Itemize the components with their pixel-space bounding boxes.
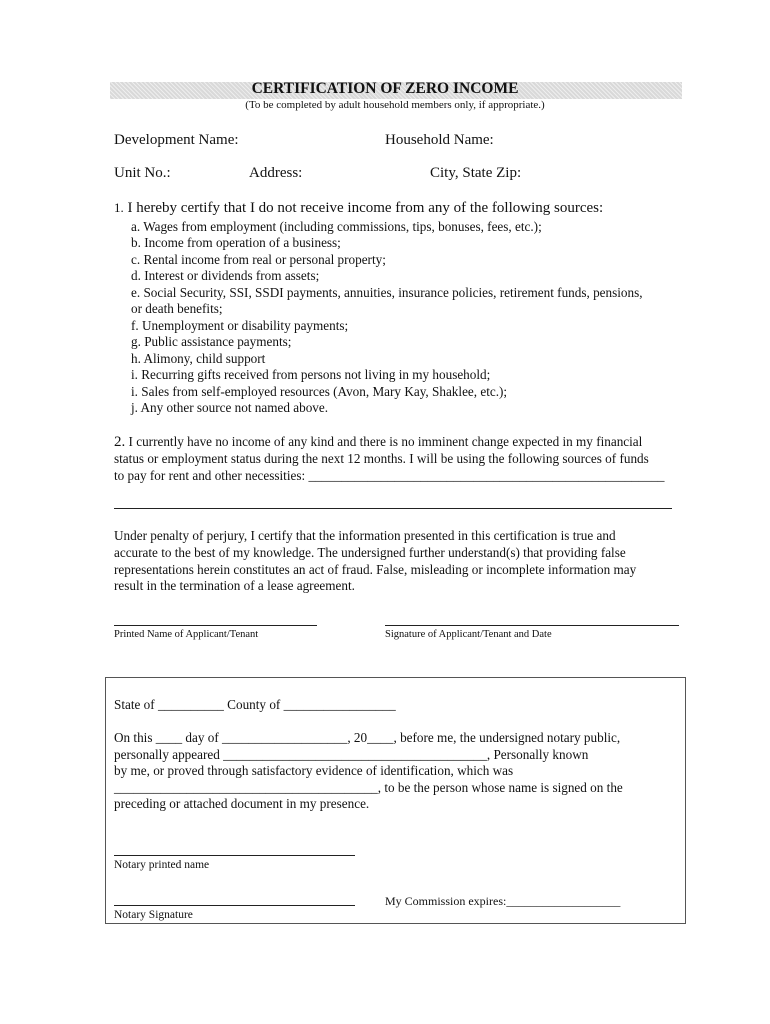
signature-date-line[interactable] bbox=[385, 625, 679, 626]
notary-state-county: State of __________ County of _________________ bbox=[114, 697, 396, 712]
signature-date-caption: Signature of Applicant/Tenant and Date bbox=[385, 629, 552, 640]
printed-name-line[interactable] bbox=[114, 625, 317, 626]
notary-line-4: ________________________________________, to be the person whose name is signed on the bbox=[114, 780, 623, 795]
list-item: i. Sales from self-employed resources (Avon, Mary Kay, Shaklee, etc.); bbox=[131, 384, 508, 399]
notary-line-1: On this ____ day of ___________________, 20____, before me, the undersigned notary public, bbox=[114, 730, 621, 745]
notary-signature-caption: Notary Signature bbox=[114, 909, 193, 921]
unit-no-label: Unit No.: bbox=[114, 165, 171, 181]
printed-name-caption: Printed Name of Applicant/Tenant bbox=[114, 629, 259, 640]
development-name-label: Development Name: bbox=[114, 132, 239, 148]
notary-signature-line[interactable] bbox=[114, 905, 355, 906]
notary-line-5: preceding or attached document in my presence. bbox=[114, 796, 370, 811]
list-item: c. Rental income from real or personal property; bbox=[131, 252, 386, 267]
page-title: CERTIFICATION OF ZERO INCOME bbox=[251, 80, 519, 97]
notary-line-2: personally appeared ________________________________________, Personally known bbox=[114, 747, 589, 762]
list-item: f. Unemployment or disability payments; bbox=[131, 318, 349, 333]
list-item: a. Wages from employment (including commissions, tips, bonuses, fees, etc.); bbox=[131, 219, 542, 234]
address-label: Address: bbox=[249, 165, 303, 181]
penalty-line-3: representations herein constitutes an act of fraud. False, misleading or incomplete information may bbox=[114, 562, 637, 577]
notary-printed-name-line[interactable] bbox=[114, 855, 355, 856]
notary-line-3: by me, or proved through satisfactory evidence of identification, which was bbox=[114, 763, 514, 778]
household-name-label: Household Name: bbox=[385, 132, 494, 148]
list-item: e. Social Security, SSI, SSDI payments, annuities, insurance policies, retirement funds, pensions, bbox=[131, 285, 643, 300]
penalty-line-2: accurate to the best of my knowledge. The undersigned further understand(s) that providing false bbox=[114, 545, 626, 560]
list-item: h. Alimony, child support bbox=[131, 351, 266, 366]
list-item: b. Income from operation of a business; bbox=[131, 235, 341, 250]
city-state-zip-label: City, State Zip: bbox=[430, 165, 522, 181]
list-item: d. Interest or dividends from assets; bbox=[131, 268, 320, 283]
penalty-line-1: Under penalty of perjury, I certify that the information presented in this certification is true and bbox=[114, 528, 616, 543]
list-item: g. Public assistance payments; bbox=[131, 334, 292, 349]
section-1-text: I hereby certify that I do not receive income from any of the following sources: bbox=[123, 200, 604, 216]
section-1-number: 1. bbox=[114, 200, 124, 215]
section-2-line-2: status or employment status during the next 12 months. I will be using the following sources of funds bbox=[114, 451, 649, 466]
funds-sources-line[interactable] bbox=[114, 508, 672, 509]
section-2-line-1: 2. I currently have no income of any kind and there is no imminent change expected in my financial bbox=[114, 434, 643, 450]
list-item: i. Recurring gifts received from persons not living in my household; bbox=[131, 367, 491, 382]
section-2-number: 2. bbox=[114, 434, 126, 450]
list-item: j. Any other source not named above. bbox=[131, 400, 329, 415]
commission-expires: My Commission expires:___________________ bbox=[385, 894, 621, 908]
list-item: or death benefits; bbox=[131, 301, 223, 316]
page-subtitle: (To be completed by adult household members only, if appropriate.) bbox=[245, 99, 545, 111]
section-2-line-3: to pay for rent and other necessities: ______________________________________________________ bbox=[114, 468, 665, 483]
section-1-heading bbox=[114, 200, 603, 217]
notary-printed-name-caption: Notary printed name bbox=[114, 859, 210, 871]
penalty-line-4: result in the termination of a lease agreement. bbox=[114, 578, 355, 593]
